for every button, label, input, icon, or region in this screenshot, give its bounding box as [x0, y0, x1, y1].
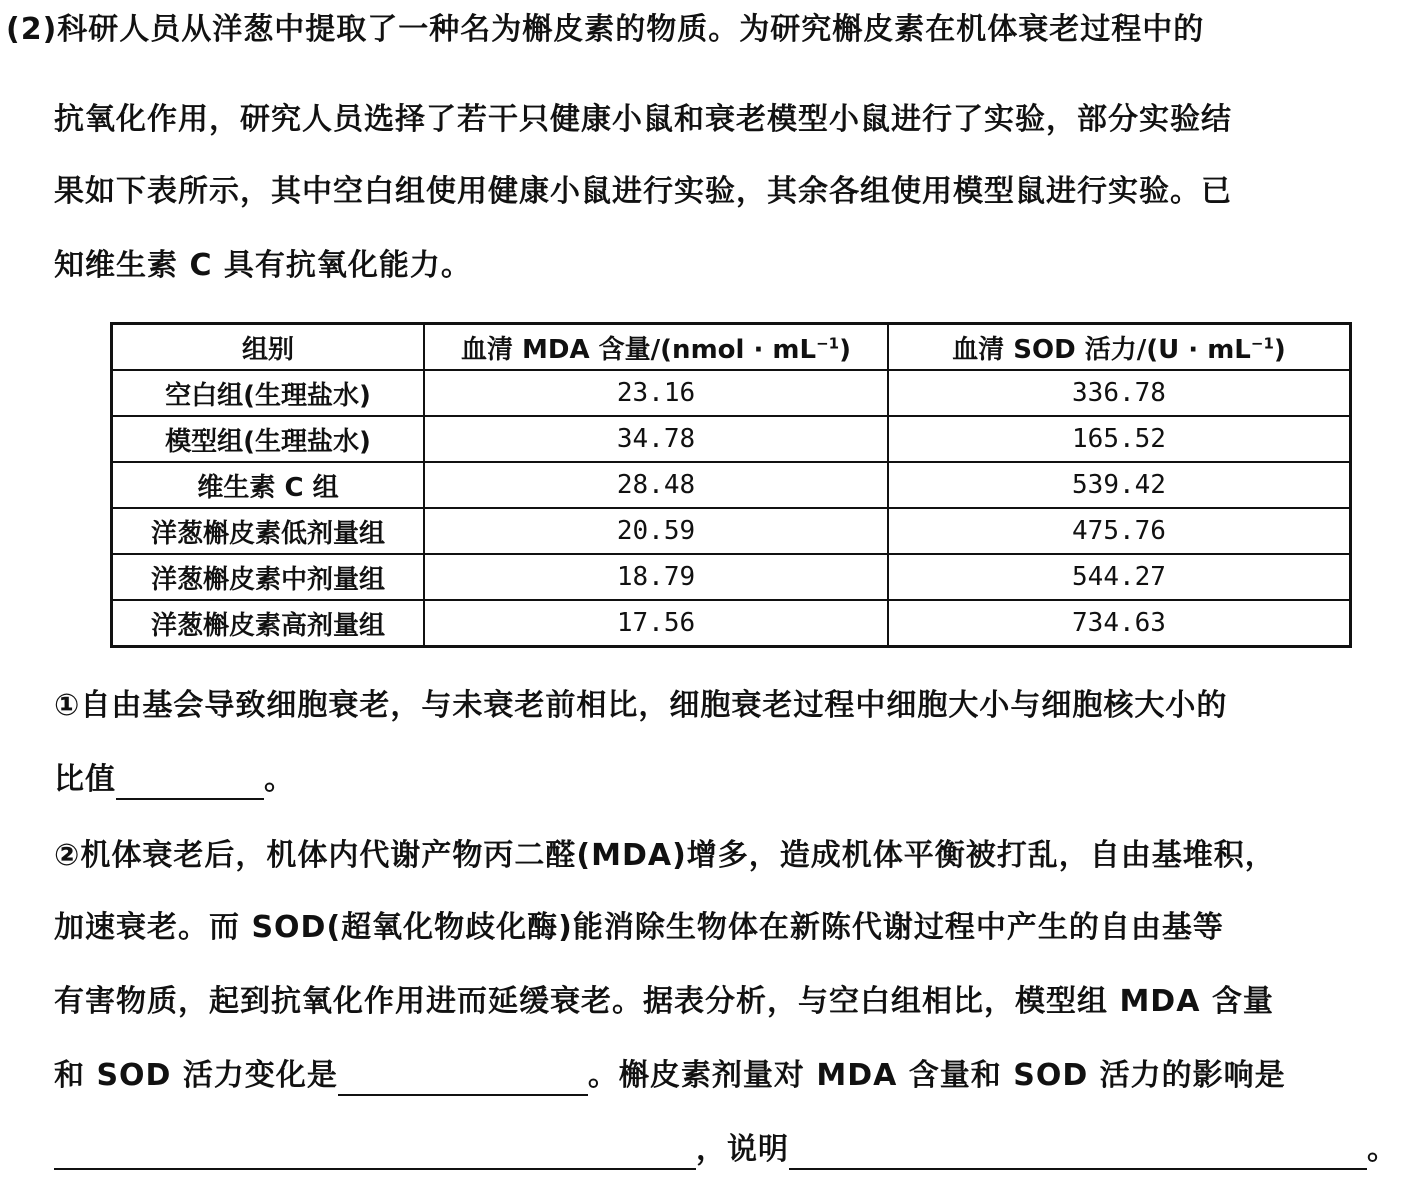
row-sod: 544.27: [888, 554, 1351, 600]
question2-line4-prefix: 和 SOD 活力变化是: [54, 1058, 338, 1093]
table-header-row: [112, 324, 1351, 371]
header-mda-sup: −1: [816, 333, 840, 352]
answer-blank-1[interactable]: [116, 768, 264, 800]
question2-line4-suffix: 。槲皮素剂量对 MDA 含量和 SOD 活力的影响是: [587, 1058, 1286, 1093]
experiment-results-table: [110, 322, 1352, 648]
table-row: [112, 554, 1351, 600]
header-sod: [888, 324, 1351, 371]
answer-blank-2[interactable]: [338, 1064, 588, 1096]
row-sod: 336.78: [888, 370, 1351, 416]
question2-line-4: [54, 1056, 1286, 1096]
header-sod-label: 血清 SOD 活力/(U · mL: [952, 334, 1251, 365]
answer-blank-4[interactable]: [789, 1138, 1367, 1170]
question1-line-1: ①自由基会导致细胞衰老，与未衰老前相比，细胞衰老过程中细胞大小与细胞核大小的: [54, 688, 1228, 723]
row-mda: 17.56: [424, 600, 888, 647]
question2-line5-end: 。: [1367, 1132, 1398, 1167]
row-group: 洋葱槲皮素中剂量组: [112, 554, 425, 600]
row-group: 维生素 C 组: [112, 462, 425, 508]
row-mda: 28.48: [424, 462, 888, 508]
header-sod-sup: −1: [1250, 333, 1274, 352]
answer-blank-3[interactable]: [54, 1138, 696, 1170]
table-row: [112, 600, 1351, 647]
header-group: 组别: [112, 324, 425, 371]
row-group: 洋葱槲皮素高剂量组: [112, 600, 425, 647]
table-row: [112, 462, 1351, 508]
intro-line-2: 抗氧化作用，研究人员选择了若干只健康小鼠和衰老模型小鼠进行了实验，部分实验结: [54, 102, 1232, 137]
row-group: 空白组(生理盐水): [112, 370, 425, 416]
intro-line-1: (2)科研人员从洋葱中提取了一种名为槲皮素的物质。为研究槲皮素在机体衰老过程中的: [6, 12, 1205, 47]
question2-line-3: 有害物质，起到抗氧化作用进而延缓衰老。据表分析，与空白组相比，模型组 MDA 含量: [54, 984, 1274, 1019]
row-sod: 165.52: [888, 416, 1351, 462]
row-mda: 20.59: [424, 508, 888, 554]
intro-line-4: 知维生素 C 具有抗氧化能力。: [54, 248, 472, 283]
row-sod: 734.63: [888, 600, 1351, 647]
row-sod: 475.76: [888, 508, 1351, 554]
header-sod-close: ): [1273, 334, 1286, 365]
question2-line5-middle: ，说明: [696, 1132, 789, 1167]
question2-line-2: 加速衰老。而 SOD(超氧化物歧化酶)能消除生物体在新陈代谢过程中产生的自由基等: [54, 910, 1224, 945]
table-row: [112, 370, 1351, 416]
question1-suffix: 。: [264, 762, 295, 797]
header-mda: [424, 324, 888, 371]
row-mda: 18.79: [424, 554, 888, 600]
row-sod: 539.42: [888, 462, 1351, 508]
question2-line-5: [54, 1130, 1398, 1170]
header-mda-close: ): [839, 334, 851, 365]
row-group: 洋葱槲皮素低剂量组: [112, 508, 425, 554]
question2-line-1: ②机体衰老后，机体内代谢产物丙二醛(MDA)增多，造成机体平衡被打乱，自由基堆积，: [54, 838, 1276, 873]
header-mda-label: 血清 MDA 含量/(nmol · mL: [461, 334, 817, 365]
table-row: [112, 508, 1351, 554]
table-row: [112, 416, 1351, 462]
intro-line-3: 果如下表所示，其中空白组使用健康小鼠进行实验，其余各组使用模型鼠进行实验。已: [54, 174, 1232, 209]
question1-line-2: [54, 760, 295, 800]
row-mda: 23.16: [424, 370, 888, 416]
row-mda: 34.78: [424, 416, 888, 462]
row-group: 模型组(生理盐水): [112, 416, 425, 462]
question1-prefix: 比值: [54, 762, 116, 797]
